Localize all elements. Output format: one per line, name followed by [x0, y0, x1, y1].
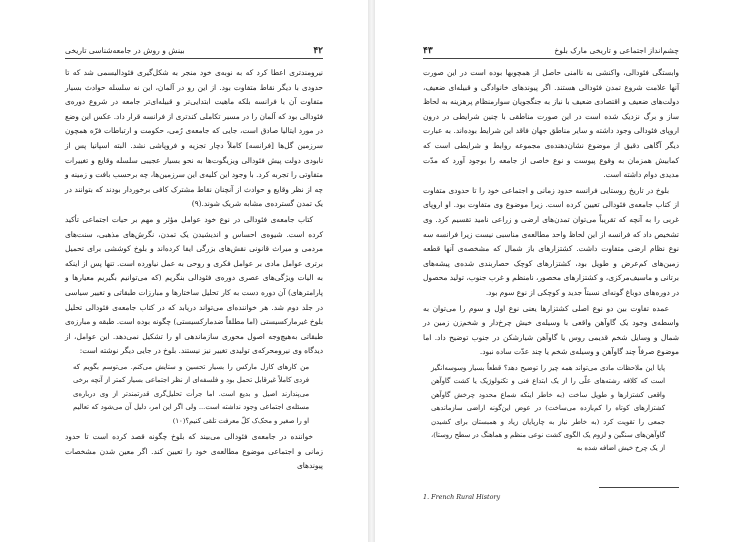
page-number: ۴۲: [313, 46, 323, 56]
right-page-header: [423, 44, 679, 59]
left-page-body: [65, 66, 323, 475]
block-quote: پایا این ملاحظات مادی می‌تواند همه چیز را توضیح دهد؟ قطعاً بسیار وسوسه‌انگیز است که کلافه رشته‌های علّی را از یک ابتداع فنی و تکنولوژیک یا کشت گاوآهن واقعی کشتزارها و طویل ساخت (به خاطر اینکه شماع محدود چرخش گاوآهن کشتزارهای کوتاه را کم‌بازده می‌ساخت) در عوض این‌گونه اراضی سازماندهی جمعی را تقویت کرد (به خاطر نیاز به چارپایان زیاد و همبستان برای کشیدن گاوآهن‌های سنگین و لزوم یک الگوی کشت نوعی منظم و هماهنگ در سطح روستا)، از یک چرخ خیش اضافه شده به: [431, 363, 665, 453]
paragraph: عمده تفاوت بین دو نوع اصلی کشتزارها یعنی نوع اول و سوم را می‌توان به واسطه‌ی وجود یک گاوآهن واقعی با وسیله‌ی خیش چرخ‌دار و شخم‌زن زمین در شمال و وسایل شخم قدیمی روس یا گاوآهن شیارشکن در جنوب توضیح داد. اما موضوع صرفاً چند گاوآهن و وسیله‌ی شخم یا چند عدّت ساده نبود.: [423, 303, 679, 357]
running-title: بینش و روش در جامعه‌شناسی تاریخی: [65, 46, 185, 55]
paragraph: نیرومندتری اعطا کرد که به نوبه‌ی خود منجر به شکل‌گیری فئودالیسمی شد که تا حدودی با دیگر نقاط متفاوت بود. از این رو در آلمان، این نه سلسله حوادث بسیار متفاوت آن با فرانسه بلکه ماهیت ابتدایی‌تر و قبیله‌ای‌تر جامعه در شروع دوره‌ی فئودالی بود که آلمان را در مسیر تکاملی کندتری از فرانسه قرار داد. عکس این وضع در مورد ایتالیا صادق است، جایی که جامعه‌ی رُمی، حکومت و ارتباطات فرّه همچون سرزمین گل‌ها [فرانسه] کاملاً دچار تجزیه و فروپاشی نشد. البته اسپانیا پس از نابودی دولت پیش فئودالی ویزیگوت‌ها به نحو بسیار عجیبی سلسله وقایع و تغییرات متفاوتی را تجربه کرد. با وجود این کلیه‌ی این سرزمین‌ها، چه برحسب بافت و زمینه و چه از نظر وقایع و حوادث از آنچنان نقاط مشترک کافی برخوردار بودند که بتوانند در یک تمدن گسترده‌ی مشابه شریک شوند.(۹): [65, 68, 323, 209]
right-page: [375, 0, 743, 542]
footnote-rule: [599, 487, 679, 488]
running-title: چشم‌انداز اجتماعی و تاریخی مارک بلوخ: [554, 46, 679, 55]
page-number: ۴۳: [423, 46, 433, 56]
paragraph: خواننده در جامعه‌ی فئودالی می‌بیند که بلوخ چگونه قصد کرده است تا حدود زمانی و اجتماعی موضوع مطالعه‌ی خود را تعیین کند. اگر معین شدن مشخصات پیوندهای: [65, 431, 323, 471]
left-page-header: [65, 44, 323, 59]
footnote: 1. French Rural History: [423, 493, 501, 501]
paragraph: بلوخ در تاریخ روستایی فرانسه حدود زمانی و اجتماعی خود را تا حدودی متفاوت از کتاب جامعه‌ی فئودالی تعیین کرده است. زیرا موضوع وی متفاوت بود. او اروپای غربی را به آنچه که تقریباً می‌توان تمدن‌های ارضی و زراعی نامید تقسیم کرد. وی تشخیص داد که فرانسه از این لحاظ واحد مطالعه‌ی مناسبی نیست زیرا فرانسه سه نوع نظام ارضی متفاوت داشت. کشتزارهای باز شمال که مشخصه‌ی آنها قطعه زمین‌های کم‌عرض و طویل بود، کشتزارهای کوچک حصاربندی شده‌ی پیشه‌های برتانی و ماسیف‌مرکزی، و کشتزارهای محصور، نامنظم و غرب جنوب، تولید محصول در دوره‌های دوباغ گونه‌ای نسبتاً جدید و کوچکی از نوع سوم بود.: [423, 185, 679, 297]
paragraph: وابستگی فئودالی، واکنشی به ناامنی حاصل از همچوبها بوده است در این صورت آنها علامت شروع تمدن فئودالی هستند. اگر پیوندهای خانوادگی و قبیله‌ای ضعیف، دولت‌های ضعیف و اقتصادی ضعیف با نیاز به جنگجویان سوارمنظام پرهزینه به لحاظ ساز و برگ نزدیک شده است در این صورت مناطقی با چنین شرایطی در درون اروپای فئودالی وجود داشته و سایر مناطق جهان فاقد این شرایط بوده‌اند. به عبارت دیگر آگاهی دقیق از موضوع نشان‌دهنده‌ی مجموعه روابط و شرایطی است که کمابیش همزمان به وقوع پیوست و نوع خاصی از جامعه را بوجود آورد که مدّت مدیدی دوام داشته است.: [423, 68, 679, 180]
block-quote: من کارهای کارل مارکس را بسیار تحسین و ستایش می‌کنم. می‌توسم بگویم که فردی کاملاً غیرقابل تحمل بود و فلسفه‌ای از نظر اجتماعی بسیار کمتر از آنچه برخی می‌پندارند اصیل و بدیع است. اما جرأت تحلیل‌گری قدرتمندتر از وی درباره‌ی مسئله‌ی اجتماعی وجود نداشته است... ولی اگر این امر، دلیل آن می‌شود که تعالیم او را صغیر و محک‌ک کلّ معرفت تلقی کنیم؟(۱۰): [73, 362, 309, 425]
book-gutter: [368, 0, 375, 542]
left-page: [0, 0, 368, 542]
right-page-body: [423, 66, 679, 458]
paragraph: کتاب جامعه‌ی فئودالی در نوع خود عوامل مؤثر و مهم بر حیات اجتماعی تأکید کرده است. شیوه‌ی احساس و اندیشیدن یک تمدن، نگرش‌های مذهبی، سنت‌های مردمی و میراث قانونی نقش‌های بزرگی ایفا کرده‌اند و بلوخ کوششی برای تحمیل برتری عوامل مادی بر عوامل فکری و روحی به عمل نیاورده است. تنها پس از اینکه به الیات ویژگی‌های عصری دوره‌ی فئودالی بنگریم (که می‌توانیم بگیریم معیارها و پارامترهای) آن دوره دست به کار تحلیل ساختارها و مبارزات طبقاتی و تغییر سیاسی در جلد دوم شد. هر خواننده‌ای می‌تواند دریابد که در کتاب جامعه‌ی فئودالی تحلیل بلوخ غیرمارکسیستی (اما مطلقاً ضدمارکسیستی) چگونه بوده است. طبقه و مبارزه‌ی طبقاتی به‌هیچ‌وجه اصول محوری سازماندهی او را تشکیل نمی‌دهد. این عوامل، از دیدگاه وی نیرومحرکه‌ی تولیدی تغییر نیز نیستند. بلوخ در جایی دیگر نوشته است:: [65, 214, 323, 356]
